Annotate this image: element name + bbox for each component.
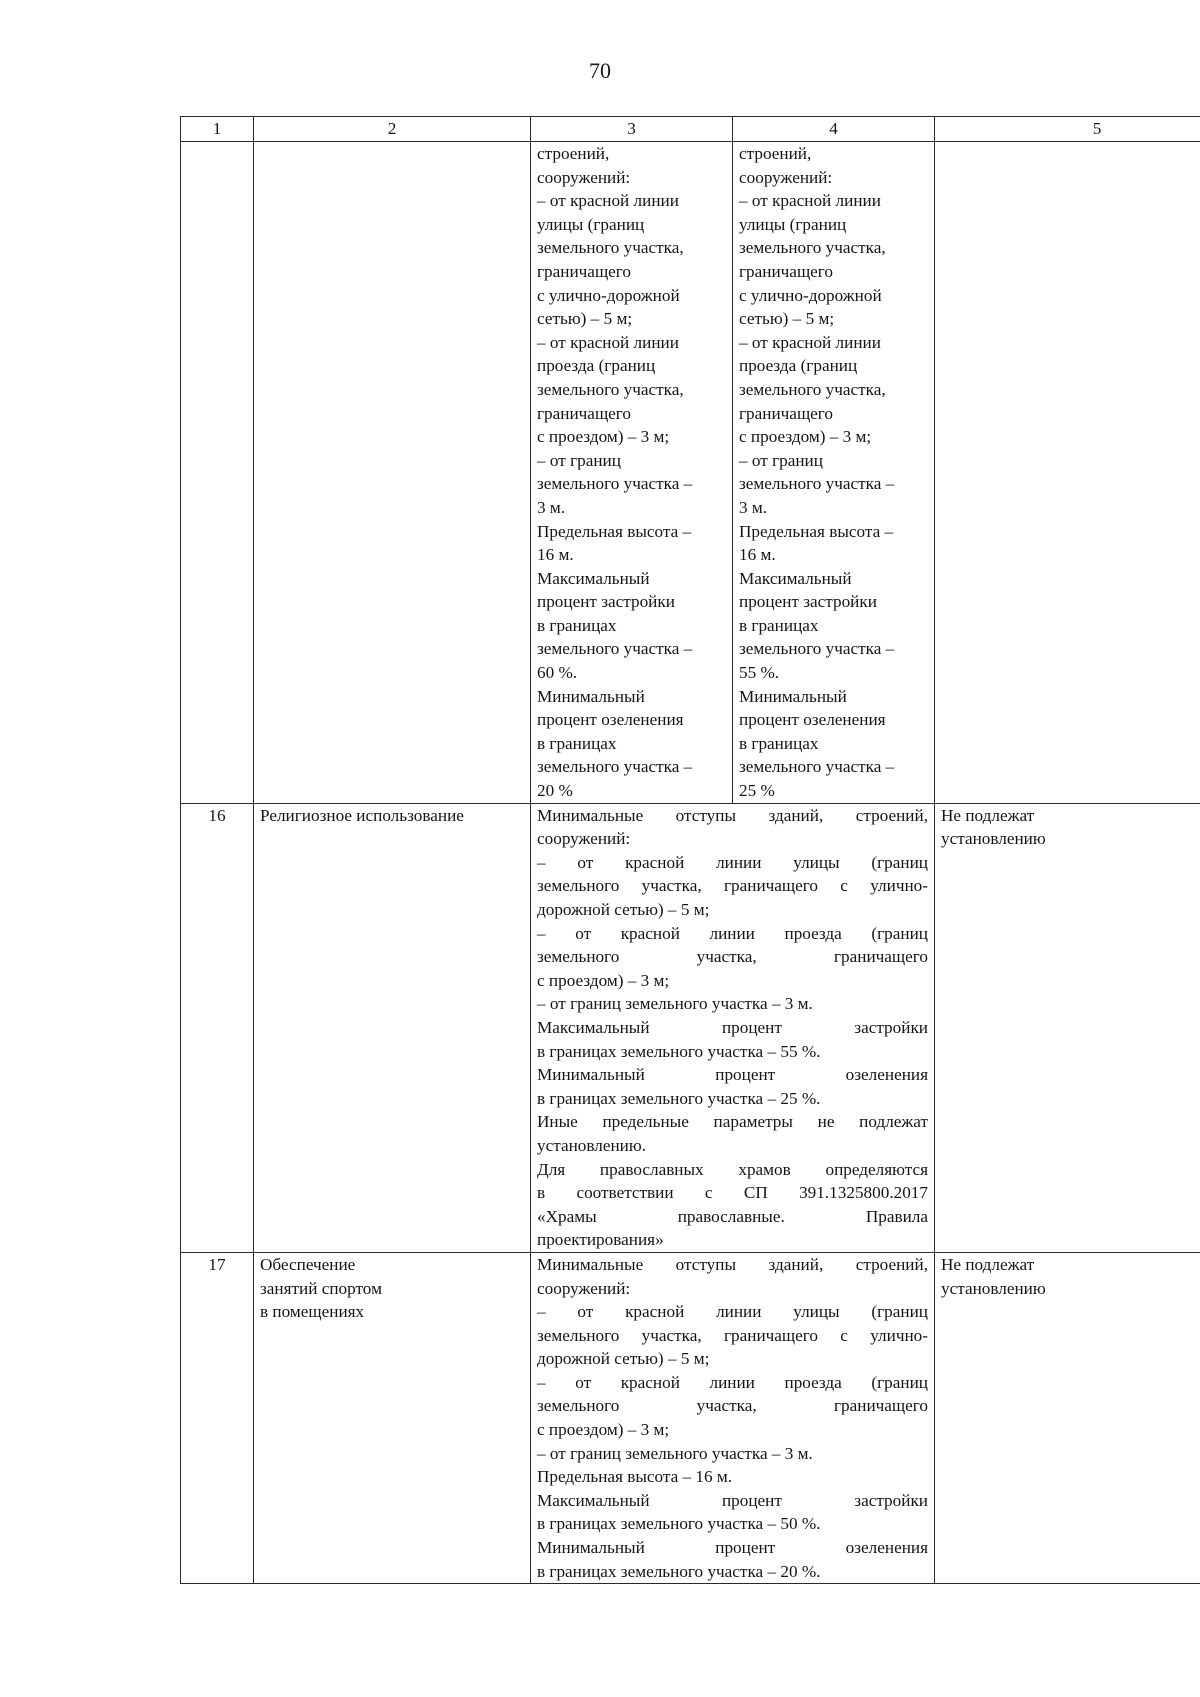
text-line: граничащего — [537, 403, 632, 423]
text-line: в границах земельного участка – 55 %. — [537, 1041, 821, 1061]
text-line: Максимальный процент застройки — [537, 1490, 928, 1510]
text-line: Предельная высота – — [537, 521, 692, 541]
header-cell: 4 — [733, 117, 935, 142]
text-line: 16 м. — [739, 545, 776, 565]
cell-name — [254, 803, 531, 1252]
text-line: Минимальные отступы зданий, строений, — [537, 805, 928, 825]
text-line: земельного участка, граничащего с улично- — [537, 876, 928, 896]
text-line: в помещениях — [260, 1302, 365, 1322]
cell-params-merged — [531, 1252, 935, 1583]
text-line: в границах — [739, 733, 819, 753]
text-line: – от красной линии — [537, 332, 679, 352]
text-line: строений, — [537, 144, 610, 163]
header-cell: 3 — [531, 117, 733, 142]
text-line: в границах — [537, 615, 617, 635]
text-line: земельного участка, — [739, 379, 886, 399]
text-line: – от красной линии — [739, 332, 881, 352]
cell-params-merged — [531, 803, 935, 1252]
text-line: проектирования» — [537, 1230, 664, 1250]
text-line: процент озеленения — [537, 710, 684, 730]
text-line: Минимальные отступы зданий, строений, — [537, 1254, 928, 1274]
cell-note — [935, 803, 1200, 1252]
cell-number — [181, 142, 254, 804]
text-line: Минимальный процент озеленения — [537, 1065, 928, 1085]
text-line: земельного участка, граничащего с улично- — [537, 1325, 928, 1345]
text-line: Религиозное использование — [260, 805, 464, 825]
text-line: граничащего — [537, 261, 632, 281]
text-line: Обеспечение — [260, 1254, 356, 1274]
text-line: Максимальный процент застройки — [537, 1017, 928, 1037]
text-line: земельного участка – — [537, 757, 693, 777]
text-line: с улично-дорожной — [537, 285, 680, 305]
text-line: процент застройки — [537, 592, 675, 612]
header-cell: 1 — [181, 117, 254, 142]
cell-name — [254, 142, 531, 804]
text-line: граничащего — [739, 261, 834, 281]
text-line: в соответствии с СП 391.1325800.2017 — [537, 1183, 928, 1203]
text-line: в границах земельного участка – 25 %. — [537, 1088, 821, 1108]
text-line: – от границ земельного участка – 3 м. — [537, 994, 813, 1014]
text-line: с улично-дорожной — [739, 285, 882, 305]
text-line: земельного участка – — [739, 757, 895, 777]
text-line: дорожной сетью) – 5 м; — [537, 1349, 710, 1369]
cell-number: 16 — [181, 803, 254, 1252]
text-line: земельного участка – — [739, 474, 895, 494]
text-line: – от красной линии — [537, 191, 679, 211]
text-line: земельного участка, граничащего — [537, 947, 928, 967]
page-number: 70 — [589, 58, 611, 83]
text-line: сооружений: — [537, 1278, 631, 1298]
text-line: Предельная высота – 16 м. — [537, 1467, 733, 1487]
text-line: Максимальный — [739, 568, 852, 588]
text-line: земельного участка, — [537, 238, 684, 258]
text-line: 25 % — [739, 781, 775, 801]
text-line: установлению — [941, 829, 1046, 849]
header-cell: 2 — [254, 117, 531, 142]
cell-number: 17 — [181, 1252, 254, 1583]
text-line: – от границ земельного участка – 3 м. — [537, 1443, 813, 1463]
text-line: земельного участка – — [537, 474, 693, 494]
text-line: с проездом) – 3 м; — [537, 427, 670, 447]
text-line: – от границ — [739, 450, 823, 470]
text-line: земельного участка, граничащего — [537, 1396, 928, 1416]
text-line: занятий спортом — [260, 1278, 382, 1298]
text-line: дорожной сетью) – 5 м; — [537, 900, 710, 919]
zoning-parameters-table — [180, 116, 1200, 1584]
text-line: Иные предельные параметры не подлежат — [537, 1112, 928, 1132]
cell-params-col3 — [531, 142, 733, 804]
text-line: с проездом) – 3 м; — [537, 1420, 670, 1440]
text-line: – от красной линии проезда (границ — [537, 923, 928, 943]
table-row-17 — [181, 1252, 1200, 1583]
text-line: в границах — [537, 733, 617, 753]
text-line: 16 м. — [537, 545, 574, 565]
text-line: сооружений: — [739, 167, 833, 187]
text-line: сетью) – 5 м; — [739, 309, 835, 329]
cell-name — [254, 1252, 531, 1583]
text-line: земельного участка, — [537, 379, 684, 399]
text-line: с проездом) – 3 м; — [537, 970, 670, 990]
text-line: Для православных храмов определяются — [537, 1159, 928, 1179]
text-line: Не подлежат — [941, 805, 1035, 825]
cell-note — [935, 142, 1200, 804]
text-line: земельного участка – — [739, 639, 895, 659]
text-line: сетью) – 5 м; — [537, 309, 633, 329]
text-line: Предельная высота – — [739, 521, 894, 541]
text-line: 3 м. — [537, 497, 566, 517]
text-line: – от красной линии проезда (границ — [537, 1372, 928, 1392]
text-line: 55 %. — [739, 663, 780, 683]
table-row-continued — [181, 142, 1200, 804]
text-line: установлению. — [537, 1135, 646, 1155]
text-line: – от границ — [537, 450, 621, 470]
text-line: Не подлежат — [941, 1254, 1035, 1274]
text-line: проезда (границ — [537, 356, 656, 376]
cell-note — [935, 1252, 1200, 1583]
text-line: – от красной линии улицы (границ — [537, 852, 928, 872]
text-line: Максимальный — [537, 568, 650, 588]
text-line: граничащего — [739, 403, 834, 423]
text-line: сооружений: — [537, 167, 631, 187]
text-line: проезда (границ — [739, 356, 858, 376]
text-line: в границах земельного участка – 20 %. — [537, 1561, 821, 1581]
text-line: процент озеленения — [739, 710, 886, 730]
text-line: 3 м. — [739, 497, 768, 517]
header-cell: 5 — [935, 117, 1200, 142]
text-line: установлению — [941, 1278, 1046, 1298]
text-line: строений, — [739, 144, 812, 163]
text-line: Минимальный — [739, 686, 847, 706]
text-line: земельного участка, — [739, 238, 886, 258]
text-line: Минимальный процент озеленения — [537, 1538, 928, 1558]
text-line: – от красной линии — [739, 191, 881, 211]
text-line: улицы (границ — [537, 214, 645, 234]
text-line: «Храмы православные. Правила — [537, 1206, 928, 1226]
text-line: 60 %. — [537, 663, 578, 683]
text-line: с проездом) – 3 м; — [739, 427, 872, 447]
text-line: сооружений: — [537, 829, 631, 849]
text-line: Минимальный — [537, 686, 645, 706]
table-header-row — [181, 117, 1200, 142]
cell-params-col4 — [733, 142, 935, 804]
text-line: земельного участка – — [537, 639, 693, 659]
text-line: в границах земельного участка – 50 %. — [537, 1514, 821, 1534]
table-row-16 — [181, 803, 1200, 1252]
text-line: 20 % — [537, 781, 573, 801]
text-line: процент застройки — [739, 592, 877, 612]
text-line: улицы (границ — [739, 214, 847, 234]
text-line: в границах — [739, 615, 819, 635]
text-line: – от красной линии улицы (границ — [537, 1302, 928, 1322]
